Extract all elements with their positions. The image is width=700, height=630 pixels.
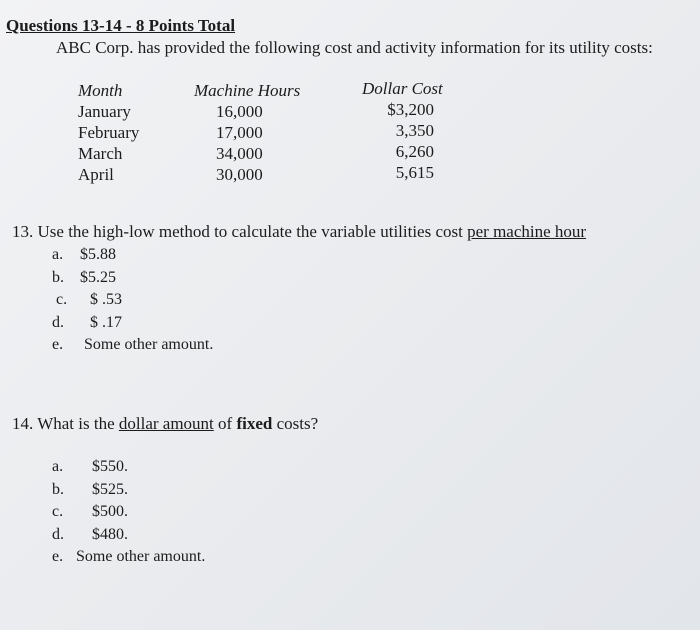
- option-13b: b. $5.25: [52, 268, 116, 286]
- table-cell: 16,000: [216, 102, 263, 121]
- question-13-options: [52, 244, 213, 357]
- table-cell: March: [78, 144, 123, 163]
- intro-text: ABC Corp. has provided the following cost and activity information for its utility costs:: [56, 38, 653, 57]
- table-cell: 5,615: [395, 163, 434, 182]
- table-cell: January: [78, 102, 131, 121]
- question-13-underlined: per machine hour: [467, 222, 587, 241]
- option-13d: d. $ .17: [52, 313, 122, 331]
- option-14d: d. $480.: [52, 525, 128, 543]
- table-cell: 30,000: [216, 165, 263, 184]
- dollar-cost-column: [362, 78, 452, 183]
- page-title: Questions 13-14 - 8 Points Total: [6, 16, 236, 35]
- option-13c: c. $ .53: [56, 291, 122, 308]
- question-13: [12, 222, 586, 242]
- table-cell: 34,000: [216, 144, 263, 163]
- table-cell: 3,350: [395, 121, 434, 140]
- question-14-bold: fixed: [236, 414, 273, 433]
- question-14-options: [52, 456, 205, 569]
- option-14c: c. $500.: [52, 503, 128, 520]
- month-column: [78, 80, 139, 185]
- table-cell: 17,000: [216, 123, 263, 142]
- table-cell: April: [78, 165, 114, 184]
- machine-hours-column: [194, 80, 314, 185]
- question-14: 14. What is the dollar amount of fixed costs?: [12, 414, 319, 433]
- table-cell: 6,260: [395, 142, 434, 161]
- table-cell: $3,200: [387, 100, 434, 119]
- option-13e: e. Some other amount.: [52, 336, 214, 353]
- option-13a: a. $5.88: [52, 246, 116, 263]
- dollar-cost-header: Dollar Cost: [362, 79, 443, 98]
- option-14b: b. $525.: [52, 480, 128, 498]
- question-14-underlined: dollar amount: [118, 414, 214, 433]
- question-13-text: 13. Use the high-low method to calculate the variable utilities cost: [12, 222, 468, 241]
- month-header: Month: [78, 81, 123, 100]
- table-cell: February: [78, 123, 140, 142]
- option-14e: e. Some other amount.: [52, 548, 206, 565]
- option-14a: a. $550.: [52, 458, 128, 475]
- machine-hours-header: Machine Hours: [194, 81, 301, 100]
